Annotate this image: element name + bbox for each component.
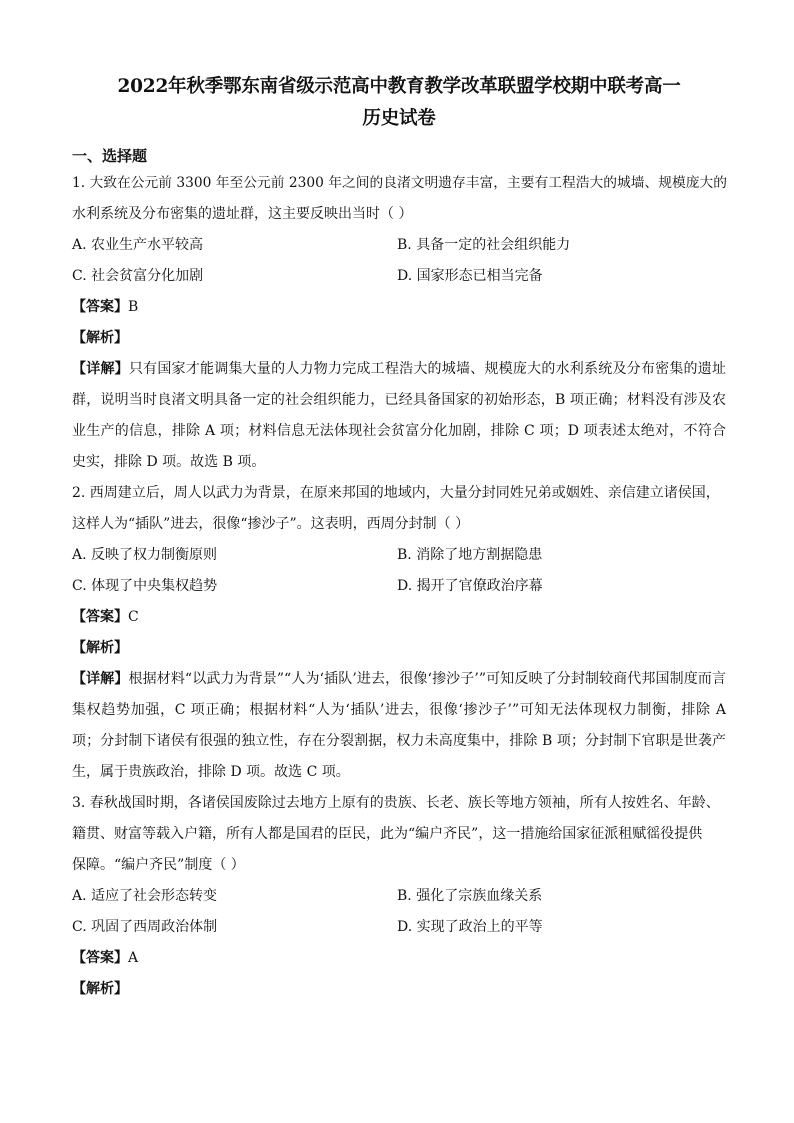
question-stem-line: 3. 春秋战国时期，各诸侯国废除过去地方上原有的贵族、长老、族长等地方领袖，所有人按姓名、年龄、 (72, 795, 720, 811)
analysis (72, 323, 726, 354)
answer (72, 943, 726, 974)
options-row (72, 571, 726, 602)
question-stem-line: 这样人为“插队”进去，很像“掺沙子”。这表明，西周分封制（ ） (72, 516, 470, 532)
answer-value: C (128, 609, 139, 625)
answer (72, 602, 726, 633)
detail-paragraph (72, 354, 726, 478)
option-b: B. 强化了宗族血缘关系 (397, 888, 543, 904)
question-stem-line: 保障。“编户齐民”制度（ ） (72, 857, 245, 873)
option-b: B. 消除了地方割据隐患 (397, 547, 543, 563)
detail-text: 只有国家才能调集大量的人力物力完成工程浩大的城墙、规模庞大的水利系统及分布密集的遗址群，说明当时良渚文明具备一定的社会组织能力，已经具备国家的初始形态，B 项正确；材料没有涉及农业生产的信息，排除 A 项；材料信息无法体现社会贫富分化加剧，排除 C 项；D 项表述太绝对，不符合史实，排除 D 项。故选 B 项。 (72, 361, 726, 470)
exam-page (72, 72, 726, 1005)
options-row (72, 881, 726, 912)
option-c: C. 巩固了西周政治体制 (72, 919, 218, 935)
detail-text: 根据材料“以武力为背景”“人为‘插队’进去，很像‘掺沙子’”可知反映了分封制较商代邦国制度而言集权趋势加强，C 项正确；根据材料“人为‘插队’进去，很像‘掺沙子’”可知无法体现权力制衡，排除 A 项；分封制下诸侯有很强的独立性，存在分裂割据，权力未高度集中，排除 B 项；分封制下官职是世袭产生，属于贵族政治，排除 D 项。故选 C 项。 (72, 671, 726, 780)
question-stem-line: 水利系统及分布密集的遗址群，这主要反映出当时（ ） (72, 206, 413, 222)
option-c: C. 体现了中央集权趋势 (72, 578, 218, 594)
analysis-label: 【解析】 (72, 981, 128, 997)
answer-value: A (128, 950, 139, 966)
answer-label: 【答案】 (72, 299, 128, 315)
option-a: A. 适应了社会形态转变 (72, 888, 218, 904)
detail-label: 【详解】 (72, 671, 129, 687)
question-2 (72, 478, 726, 788)
analysis (72, 974, 726, 1005)
answer-value: B (128, 299, 139, 315)
option-b: B. 具备一定的社会组织能力 (397, 237, 571, 253)
answer (72, 292, 726, 323)
option-d: D. 揭开了官僚政治序幕 (397, 578, 543, 594)
question-stem-line: 2. 西周建立后，周人以武力为背景，在原来邦国的地域内，大量分封同姓兄弟或姻姓、亲信建立诸侯国， (72, 485, 720, 501)
question-3 (72, 788, 726, 1005)
detail-paragraph (72, 664, 726, 788)
option-c: C. 社会贫富分化加剧 (72, 268, 204, 284)
question-stem-line: 1. 大致在公元前 3300 年至公元前 2300 年之间的良渚文明遗存丰富，主要有工程浩大的城墙、规模庞大的 (72, 175, 727, 191)
section-heading: 一、选择题 (72, 147, 148, 165)
analysis (72, 633, 726, 664)
exam-subject: 历史试卷 (362, 108, 436, 129)
answer-label: 【答案】 (72, 609, 128, 625)
options-row (72, 261, 726, 292)
question-stem-line: 籍贯、财富等载入户籍，所有人都是国君的臣民，此为“编户齐民”，这一措施给国家征派租赋徭役提供 (72, 826, 703, 842)
analysis-label: 【解析】 (72, 330, 128, 346)
exam-title: 2022年秋季鄂东南省级示范高中教育教学改革联盟学校期中联考高一 (117, 76, 681, 97)
option-d: D. 实现了政治上的平等 (397, 919, 543, 935)
detail-label: 【详解】 (72, 361, 129, 377)
option-d: D. 国家形态已相当完备 (397, 268, 543, 284)
options-row (72, 912, 726, 943)
answer-label: 【答案】 (72, 950, 128, 966)
options-row (72, 540, 726, 571)
question-1 (72, 168, 726, 478)
option-a: A. 反映了权力制衡原则 (72, 547, 218, 563)
option-a: A. 农业生产水平较高 (72, 237, 204, 253)
analysis-label: 【解析】 (72, 640, 128, 656)
options-row (72, 230, 726, 261)
